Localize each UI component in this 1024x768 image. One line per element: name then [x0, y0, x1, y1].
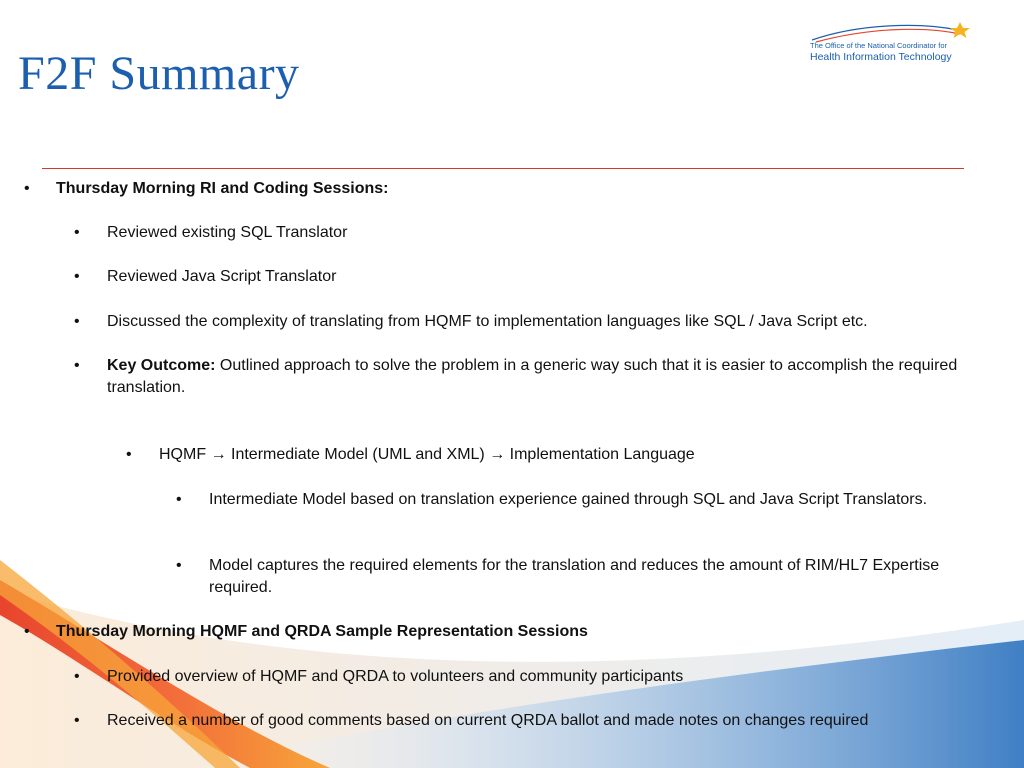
logo-line-2: Health Information Technology [810, 51, 952, 63]
list-item-text: Received a number of good comments based on current QRDA ballot and made notes on changes required [107, 712, 869, 729]
bullet-icon: • [74, 668, 80, 685]
list-item-text: Intermediate Model based on translation experience gained through SQL and Java Script Translators. [209, 491, 928, 508]
arrow-right-icon: → [210, 446, 227, 463]
bullet-icon: • [74, 712, 80, 729]
flow-text [159, 444, 695, 466]
list-item-text: Model captures the required elements for the translation and reduces the amount of RIM/HL7 Expertise required. [209, 557, 940, 596]
logo-line-1: The Office of the National Coordinator for [810, 41, 948, 50]
key-outcome-text-block [107, 355, 991, 399]
onc-logo [808, 20, 976, 68]
bullet-icon: • [74, 224, 80, 241]
key-outcome-text: Outlined approach to solve the problem in a generic way such that it is easier to accomplish the required translation. [107, 357, 958, 396]
list-item-text: Discussed the complexity of translating from HQMF to implementation languages like SQL / Java Script etc. [107, 313, 868, 330]
key-outcome-label: Key Outcome: [107, 357, 216, 374]
bullet-icon: • [74, 313, 80, 330]
list-item [176, 555, 976, 599]
flow-part-implementation: Implementation Language [509, 446, 695, 463]
flow-part-intermediate: Intermediate Model (UML and XML) [231, 446, 485, 463]
section-heading-text: Thursday Morning HQMF and QRDA Sample Representation Sessions [56, 623, 588, 640]
key-outcome-item [74, 355, 994, 399]
flow-part-hqmf: HQMF [159, 446, 207, 463]
list-item-text: Reviewed existing SQL Translator [107, 224, 348, 241]
section-heading-text: Thursday Morning RI and Coding Sessions: [56, 180, 389, 197]
bullet-icon: • [24, 623, 30, 640]
bullet-icon: • [126, 446, 132, 463]
list-item-text: Reviewed Java Script Translator [107, 268, 337, 285]
bullet-icon: • [176, 491, 182, 508]
bullet-icon: • [24, 180, 30, 197]
list-item [176, 489, 976, 533]
bullet-icon: • [176, 557, 182, 574]
bullet-icon: • [74, 268, 80, 285]
list-item-text: Provided overview of HQMF and QRDA to volunteers and community participants [107, 668, 684, 685]
bullet-icon: • [74, 357, 80, 374]
arrow-right-icon: → [489, 446, 506, 463]
title-divider [42, 168, 964, 169]
slide-title: F2F Summary [18, 47, 300, 100]
